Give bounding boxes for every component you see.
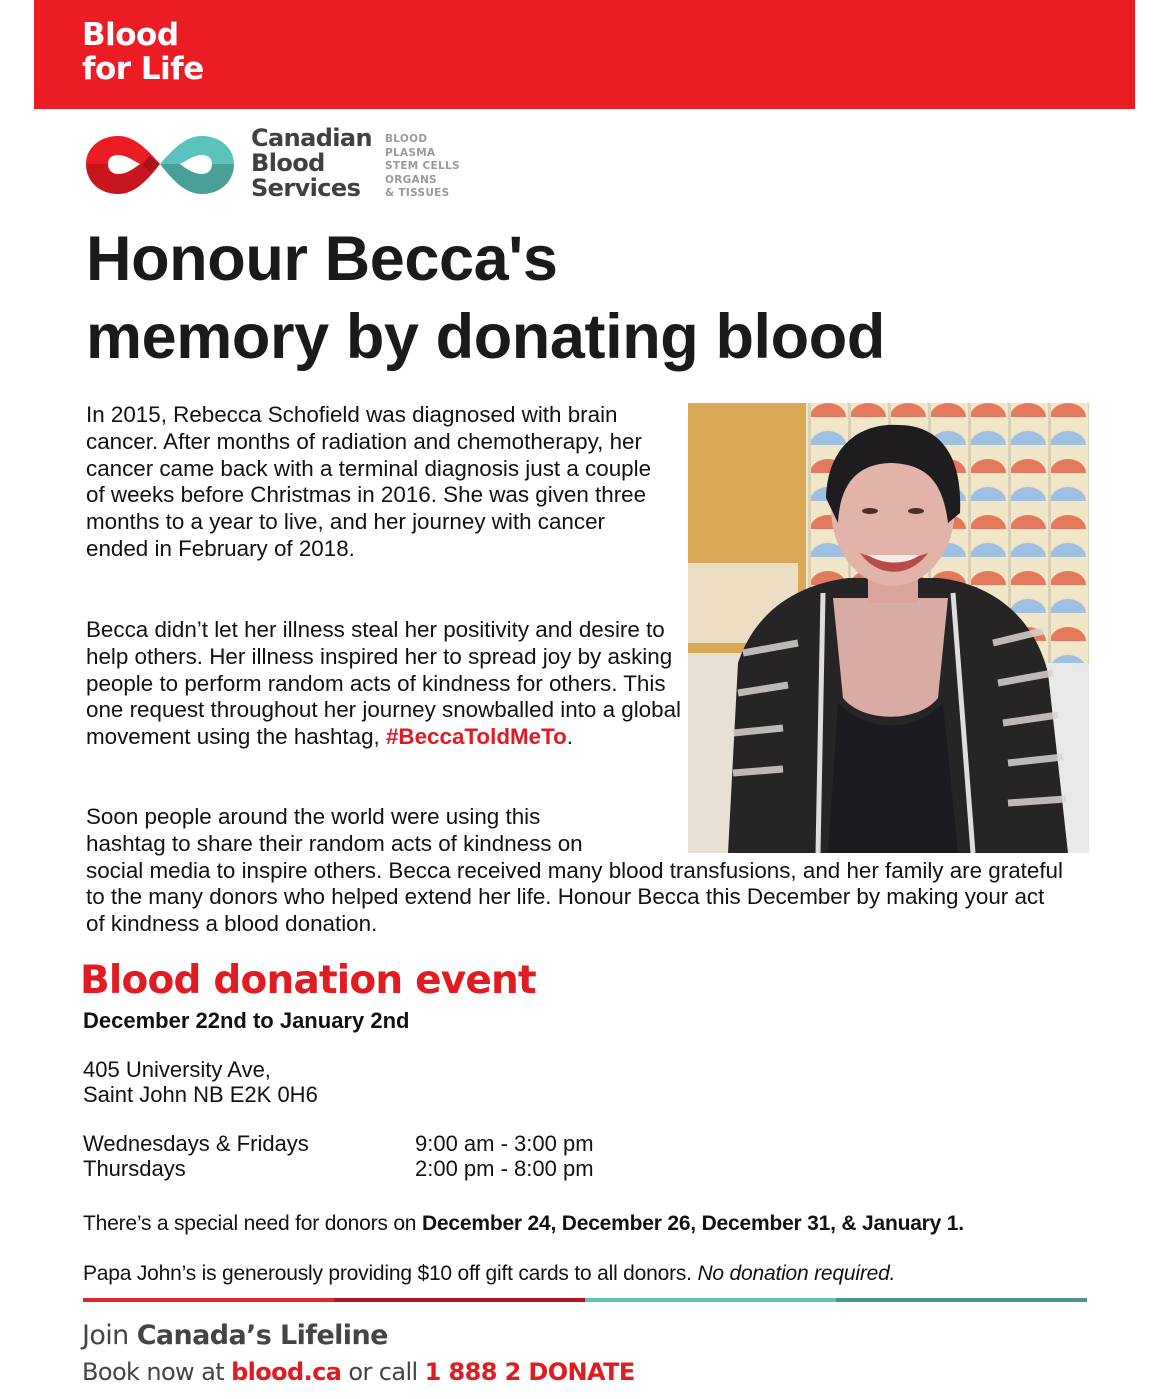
banner-line-2: for Life [82,51,204,87]
logo-wordmark [251,126,372,201]
story-paragraph-3-line-1: Soon people around the world were using this [86,804,541,829]
promo-text: Papa John’s is generously providing $10 off gift cards to all donors. [83,1262,698,1285]
logo-name-line-2: Blood [251,149,325,177]
hours-row [83,1156,594,1181]
address-line-1: 405 University Ave, [83,1057,271,1082]
story-paragraph-1: In 2015, Rebecca Schofield was diagnosed with brain cancer. After months of radiation and chemotherapy, her cancer came back with a terminal diagnosis just a couple of weeks before Christmas in 2016. She was given three months to a year to live, and her journey with cancer ended in February of 2018. [86,402,652,561]
promo-note: No donation required. [697,1262,896,1285]
event-hours [83,1131,594,1181]
hours-time: 9:00 am - 3:00 pm [415,1131,594,1156]
divider-segment-red [83,1298,334,1302]
footer-join-bold: Canada’s Lifeline [136,1320,388,1351]
hours-days: Thursdays [83,1156,186,1181]
promo-notice [83,1261,895,1287]
page-title [86,220,885,376]
footer-join [82,1320,388,1352]
logo-name-line-3: Services [251,174,361,202]
event-dates: December 22nd to January 2nd [83,1008,410,1033]
footer-book [82,1357,635,1387]
headline-line-2: memory by donating blood [86,302,885,372]
hashtag-link[interactable]: #BeccaToldMeTo [385,724,567,750]
portrait-image [688,403,1089,853]
infinity-logo-icon [80,124,240,204]
story-paragraph-2-end: . [566,724,574,750]
story-paragraph-3 [86,804,1066,938]
brand-divider [83,1298,1087,1302]
address-line-2: Saint John NB E2K 0H6 [83,1082,318,1107]
story-paragraph-3-rest: social media to inspire others. Becca received many blood transfusions, and her family are grateful to the many donors who helped extend her life. Honour Becca this December by making your act of kindness a blood donation. [86,857,1063,937]
footer-book-prefix: Book now at [82,1358,232,1386]
logo-name-line-1: Canadian [251,124,372,152]
story-paragraph-2-text: Becca didn’t let her illness steal her positivity and desire to help others. Her illness inspired her to spread joy by asking people to perform random acts of kindness for others. This one request throughout her journey snowballed into a global movement using the hashtag, [86,617,682,750]
divider-segment-teal [585,1298,836,1302]
top-banner [34,0,1135,109]
divider-segment-dark-red [334,1298,585,1302]
tagline-item: ORGANS [385,173,437,186]
phone-link[interactable]: 1 888 2 DONATE [424,1358,635,1386]
footer-join-prefix: Join [82,1320,137,1351]
hours-time: 2:00 pm - 8:00 pm [415,1156,594,1181]
banner-title [82,18,204,86]
tagline-item: BLOOD [385,133,428,145]
logo-tagline [385,133,460,201]
hours-row [83,1131,594,1156]
story-paragraph-3-line-2: hashtag to share their random acts of kindness on [86,830,583,856]
event-title: Blood donation event [80,958,536,1003]
portrait-photo [688,403,1089,853]
tagline-item: PLASMA [385,146,436,159]
tagline-item: & TISSUES [385,187,450,200]
special-need-text: There’s a special need for donors on [83,1212,422,1235]
event-address [83,1057,318,1107]
banner-line-1: Blood [82,17,179,53]
footer-book-middle: or call [341,1358,425,1386]
hours-days: Wednesdays & Fridays [83,1131,309,1156]
website-link[interactable]: blood.ca [231,1358,342,1386]
special-need-notice [83,1211,964,1237]
divider-segment-dark-teal [836,1298,1087,1302]
special-need-dates: December 24, December 26, December 31, & January 1. [421,1212,964,1235]
story-paragraph-2 [86,617,686,751]
tagline-item: STEM CELLS [385,160,460,173]
headline-line-1: Honour Becca's [86,224,558,294]
